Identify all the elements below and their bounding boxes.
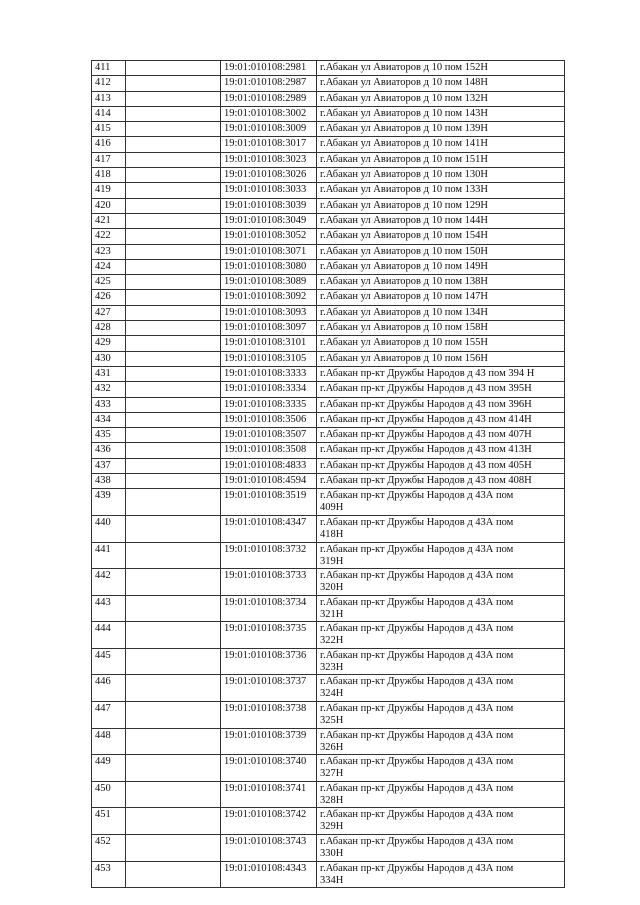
address-line-2: 321Н xyxy=(320,608,344,620)
table-row xyxy=(92,835,565,862)
empty-cell xyxy=(126,137,221,152)
table-row xyxy=(92,515,565,542)
address-cell xyxy=(317,835,565,862)
address-cell: г.Абакан ул Авиаторов д 10 пом 132Н xyxy=(317,91,565,106)
cadastral-number: 19:01:010108:4594 xyxy=(221,474,317,489)
address-line-1: г.Абакан пр-кт Дружбы Народов д 43А пом xyxy=(320,703,514,715)
address-line-1: г.Абакан пр-кт Дружбы Народов д 43А пом xyxy=(320,782,514,794)
cadastral-number: 19:01:010108:3732 xyxy=(221,542,317,569)
registry-table-body xyxy=(92,61,565,888)
row-number: 417 xyxy=(92,152,126,167)
table-row xyxy=(92,168,565,183)
row-number: 438 xyxy=(92,474,126,489)
table-row xyxy=(92,781,565,808)
empty-cell xyxy=(126,275,221,290)
cadastral-number: 19:01:010108:3743 xyxy=(221,835,317,862)
row-number: 436 xyxy=(92,443,126,458)
table-row xyxy=(92,808,565,835)
address-line-2: 322Н xyxy=(320,635,344,647)
address-cell: г.Абакан пр-кт Дружбы Народов д 43 пом 396Н xyxy=(317,397,565,412)
table-row xyxy=(92,152,565,167)
empty-cell xyxy=(126,213,221,228)
table-row xyxy=(92,702,565,729)
table-row xyxy=(92,366,565,381)
address-cell: г.Абакан пр-кт Дружбы Народов д 43 пом 405Н xyxy=(317,458,565,473)
cadastral-number: 19:01:010108:3039 xyxy=(221,198,317,213)
address-line-2: 327Н xyxy=(320,768,344,780)
table-row xyxy=(92,351,565,366)
property-registry-table xyxy=(91,60,565,888)
address-cell: г.Абакан пр-кт Дружбы Народов д 43 пом 408Н xyxy=(317,474,565,489)
empty-cell xyxy=(126,458,221,473)
empty-cell xyxy=(126,183,221,198)
address-line-2: 326Н xyxy=(320,741,344,753)
cadastral-number: 19:01:010108:3739 xyxy=(221,728,317,755)
address-line-1: г.Абакан пр-кт Дружбы Народов д 43А пом xyxy=(320,809,514,821)
address-line-1: г.Абакан пр-кт Дружбы Народов д 43А пом xyxy=(320,570,514,582)
address-line-2: 418Н xyxy=(320,528,344,540)
cadastral-number: 19:01:010108:3507 xyxy=(221,428,317,443)
empty-cell xyxy=(126,728,221,755)
address-cell: г.Абакан пр-кт Дружбы Народов д 43 пом 394 Н xyxy=(317,366,565,381)
row-number: 450 xyxy=(92,781,126,808)
address-line-2: 320Н xyxy=(320,582,344,594)
cadastral-number: 19:01:010108:2989 xyxy=(221,91,317,106)
row-number: 444 xyxy=(92,622,126,649)
address-cell xyxy=(317,675,565,702)
cadastral-number: 19:01:010108:3742 xyxy=(221,808,317,835)
address-line-2: 409Н xyxy=(320,502,344,514)
row-number: 447 xyxy=(92,702,126,729)
address-cell xyxy=(317,861,565,888)
address-cell xyxy=(317,542,565,569)
cadastral-number: 19:01:010108:3023 xyxy=(221,152,317,167)
address-line-1: г.Абакан пр-кт Дружбы Народов д 43А пом xyxy=(320,862,514,874)
address-cell: г.Абакан ул Авиаторов д 10 пом 147Н xyxy=(317,290,565,305)
address-line-1: г.Абакан пр-кт Дружбы Народов д 43А пом xyxy=(320,490,514,502)
row-number: 422 xyxy=(92,229,126,244)
address-cell: г.Абакан ул Авиаторов д 10 пом 150Н xyxy=(317,244,565,259)
empty-cell xyxy=(126,489,221,516)
table-row xyxy=(92,76,565,91)
address-cell xyxy=(317,569,565,596)
cadastral-number: 19:01:010108:3741 xyxy=(221,781,317,808)
address-cell: г.Абакан пр-кт Дружбы Народов д 43 пом 395Н xyxy=(317,382,565,397)
address-cell: г.Абакан ул Авиаторов д 10 пом 141Н xyxy=(317,137,565,152)
empty-cell xyxy=(126,321,221,336)
empty-cell xyxy=(126,366,221,381)
empty-cell xyxy=(126,648,221,675)
cadastral-number: 19:01:010108:3508 xyxy=(221,443,317,458)
empty-cell xyxy=(126,290,221,305)
row-number: 441 xyxy=(92,542,126,569)
row-number: 430 xyxy=(92,351,126,366)
address-cell: г.Абакан пр-кт Дружбы Народов д 43 пом 407Н xyxy=(317,428,565,443)
empty-cell xyxy=(126,675,221,702)
address-cell xyxy=(317,781,565,808)
address-cell xyxy=(317,702,565,729)
cadastral-number: 19:01:010108:3080 xyxy=(221,259,317,274)
row-number: 445 xyxy=(92,648,126,675)
row-number: 442 xyxy=(92,569,126,596)
table-row xyxy=(92,137,565,152)
table-row xyxy=(92,458,565,473)
address-line-1: г.Абакан пр-кт Дружбы Народов д 43А пом xyxy=(320,729,514,741)
row-number: 415 xyxy=(92,122,126,137)
address-cell xyxy=(317,755,565,782)
address-line-2: 319Н xyxy=(320,555,344,567)
empty-cell xyxy=(126,168,221,183)
row-number: 411 xyxy=(92,61,126,76)
empty-cell xyxy=(126,622,221,649)
empty-cell xyxy=(126,702,221,729)
empty-cell xyxy=(126,397,221,412)
empty-cell xyxy=(126,474,221,489)
cadastral-number: 19:01:010108:3093 xyxy=(221,305,317,320)
address-cell: г.Абакан ул Авиаторов д 10 пом 133Н xyxy=(317,183,565,198)
table-row xyxy=(92,728,565,755)
cadastral-number: 19:01:010108:3033 xyxy=(221,183,317,198)
address-line-1: г.Абакан пр-кт Дружбы Народов д 43А пом xyxy=(320,756,514,768)
cadastral-number: 19:01:010108:3506 xyxy=(221,412,317,427)
empty-cell xyxy=(126,122,221,137)
cadastral-number: 19:01:010108:2987 xyxy=(221,76,317,91)
address-cell: г.Абакан ул Авиаторов д 10 пом 149Н xyxy=(317,259,565,274)
address-cell: г.Абакан пр-кт Дружбы Народов д 43 пом 413Н xyxy=(317,443,565,458)
address-cell: г.Абакан пр-кт Дружбы Народов д 43 пом 414Н xyxy=(317,412,565,427)
empty-cell xyxy=(126,755,221,782)
cadastral-number: 19:01:010108:3092 xyxy=(221,290,317,305)
cadastral-number: 19:01:010108:4343 xyxy=(221,861,317,888)
address-cell xyxy=(317,595,565,622)
empty-cell xyxy=(126,229,221,244)
row-number: 414 xyxy=(92,106,126,121)
address-line-2: 328Н xyxy=(320,794,344,806)
table-row xyxy=(92,755,565,782)
cadastral-number: 19:01:010108:3734 xyxy=(221,595,317,622)
cadastral-number: 19:01:010108:3738 xyxy=(221,702,317,729)
address-cell: г.Абакан ул Авиаторов д 10 пом 148Н xyxy=(317,76,565,91)
row-number: 449 xyxy=(92,755,126,782)
empty-cell xyxy=(126,412,221,427)
table-row xyxy=(92,305,565,320)
row-number: 419 xyxy=(92,183,126,198)
row-number: 439 xyxy=(92,489,126,516)
cadastral-number: 19:01:010108:3105 xyxy=(221,351,317,366)
address-line-1: г.Абакан пр-кт Дружбы Народов д 43А пом xyxy=(320,836,514,848)
empty-cell xyxy=(126,382,221,397)
cadastral-number: 19:01:010108:3740 xyxy=(221,755,317,782)
address-cell: г.Абакан ул Авиаторов д 10 пом 151Н xyxy=(317,152,565,167)
table-row xyxy=(92,213,565,228)
empty-cell xyxy=(126,443,221,458)
row-number: 427 xyxy=(92,305,126,320)
row-number: 413 xyxy=(92,91,126,106)
empty-cell xyxy=(126,781,221,808)
empty-cell xyxy=(126,515,221,542)
row-number: 426 xyxy=(92,290,126,305)
row-number: 433 xyxy=(92,397,126,412)
cadastral-number: 19:01:010108:3733 xyxy=(221,569,317,596)
empty-cell xyxy=(126,861,221,888)
table-row xyxy=(92,622,565,649)
row-number: 451 xyxy=(92,808,126,835)
address-cell: г.Абакан ул Авиаторов д 10 пом 144Н xyxy=(317,213,565,228)
empty-cell xyxy=(126,808,221,835)
address-cell xyxy=(317,728,565,755)
table-row xyxy=(92,474,565,489)
row-number: 423 xyxy=(92,244,126,259)
row-number: 453 xyxy=(92,861,126,888)
table-row xyxy=(92,489,565,516)
address-line-1: г.Абакан пр-кт Дружбы Народов д 43А пом xyxy=(320,649,514,661)
table-row xyxy=(92,428,565,443)
table-row xyxy=(92,122,565,137)
row-number: 431 xyxy=(92,366,126,381)
empty-cell xyxy=(126,595,221,622)
address-line-2: 325Н xyxy=(320,715,344,727)
address-cell: г.Абакан ул Авиаторов д 10 пом 130Н xyxy=(317,168,565,183)
address-cell xyxy=(317,489,565,516)
cadastral-number: 19:01:010108:3735 xyxy=(221,622,317,649)
cadastral-number: 19:01:010108:3017 xyxy=(221,137,317,152)
row-number: 448 xyxy=(92,728,126,755)
empty-cell xyxy=(126,835,221,862)
row-number: 443 xyxy=(92,595,126,622)
cadastral-number: 19:01:010108:3009 xyxy=(221,122,317,137)
address-cell: г.Абакан ул Авиаторов д 10 пом 158Н xyxy=(317,321,565,336)
table-row xyxy=(92,244,565,259)
address-cell: г.Абакан ул Авиаторов д 10 пом 156Н xyxy=(317,351,565,366)
row-number: 429 xyxy=(92,336,126,351)
table-row xyxy=(92,675,565,702)
table-row xyxy=(92,336,565,351)
table-row xyxy=(92,183,565,198)
address-cell: г.Абакан ул Авиаторов д 10 пом 138Н xyxy=(317,275,565,290)
empty-cell xyxy=(126,91,221,106)
address-cell: г.Абакан ул Авиаторов д 10 пом 134Н xyxy=(317,305,565,320)
address-cell: г.Абакан ул Авиаторов д 10 пом 129Н xyxy=(317,198,565,213)
table-row xyxy=(92,648,565,675)
address-line-2: 330Н xyxy=(320,848,344,860)
row-number: 437 xyxy=(92,458,126,473)
cadastral-number: 19:01:010108:4347 xyxy=(221,515,317,542)
empty-cell xyxy=(126,61,221,76)
empty-cell xyxy=(126,244,221,259)
address-line-1: г.Абакан пр-кт Дружбы Народов д 43А пом xyxy=(320,516,514,528)
address-cell: г.Абакан ул Авиаторов д 10 пом 143Н xyxy=(317,106,565,121)
empty-cell xyxy=(126,198,221,213)
address-line-1: г.Абакан пр-кт Дружбы Народов д 43А пом xyxy=(320,623,514,635)
empty-cell xyxy=(126,259,221,274)
address-line-1: г.Абакан пр-кт Дружбы Народов д 43А пом xyxy=(320,596,514,608)
row-number: 440 xyxy=(92,515,126,542)
table-row xyxy=(92,595,565,622)
table-row xyxy=(92,229,565,244)
address-line-1: г.Абакан пр-кт Дружбы Народов д 43А пом xyxy=(320,676,514,688)
row-number: 416 xyxy=(92,137,126,152)
cadastral-number: 19:01:010108:4833 xyxy=(221,458,317,473)
address-line-2: 323Н xyxy=(320,661,344,673)
row-number: 418 xyxy=(92,168,126,183)
cadastral-number: 19:01:010108:3049 xyxy=(221,213,317,228)
empty-cell xyxy=(126,336,221,351)
table-row xyxy=(92,569,565,596)
table-row xyxy=(92,91,565,106)
address-cell: г.Абакан ул Авиаторов д 10 пом 155Н xyxy=(317,336,565,351)
cadastral-number: 19:01:010108:3026 xyxy=(221,168,317,183)
empty-cell xyxy=(126,152,221,167)
cadastral-number: 19:01:010108:3071 xyxy=(221,244,317,259)
table-row xyxy=(92,259,565,274)
empty-cell xyxy=(126,351,221,366)
row-number: 424 xyxy=(92,259,126,274)
empty-cell xyxy=(126,76,221,91)
empty-cell xyxy=(126,106,221,121)
address-line-2: 329Н xyxy=(320,821,344,833)
row-number: 412 xyxy=(92,76,126,91)
cadastral-number: 19:01:010108:3002 xyxy=(221,106,317,121)
table-row xyxy=(92,290,565,305)
address-cell xyxy=(317,808,565,835)
address-line-2: 324Н xyxy=(320,688,344,700)
row-number: 428 xyxy=(92,321,126,336)
address-cell xyxy=(317,622,565,649)
row-number: 432 xyxy=(92,382,126,397)
empty-cell xyxy=(126,305,221,320)
cadastral-number: 19:01:010108:3052 xyxy=(221,229,317,244)
address-line-2: 334Н xyxy=(320,874,344,886)
empty-cell xyxy=(126,569,221,596)
empty-cell xyxy=(126,542,221,569)
address-cell: г.Абакан ул Авиаторов д 10 пом 139Н xyxy=(317,122,565,137)
table-row xyxy=(92,382,565,397)
table-row xyxy=(92,397,565,412)
address-line-1: г.Абакан пр-кт Дружбы Народов д 43А пом xyxy=(320,543,514,555)
row-number: 420 xyxy=(92,198,126,213)
cadastral-number: 19:01:010108:3101 xyxy=(221,336,317,351)
address-cell xyxy=(317,515,565,542)
cadastral-number: 19:01:010108:3736 xyxy=(221,648,317,675)
cadastral-number: 19:01:010108:3097 xyxy=(221,321,317,336)
table-row xyxy=(92,412,565,427)
cadastral-number: 19:01:010108:3334 xyxy=(221,382,317,397)
address-cell xyxy=(317,648,565,675)
row-number: 435 xyxy=(92,428,126,443)
cadastral-number: 19:01:010108:3519 xyxy=(221,489,317,516)
cadastral-number: 19:01:010108:3335 xyxy=(221,397,317,412)
table-row xyxy=(92,198,565,213)
cadastral-number: 19:01:010108:3737 xyxy=(221,675,317,702)
row-number: 446 xyxy=(92,675,126,702)
empty-cell xyxy=(126,428,221,443)
cadastral-number: 19:01:010108:2981 xyxy=(221,61,317,76)
table-row xyxy=(92,321,565,336)
cadastral-number: 19:01:010108:3089 xyxy=(221,275,317,290)
row-number: 421 xyxy=(92,213,126,228)
row-number: 425 xyxy=(92,275,126,290)
table-row xyxy=(92,106,565,121)
address-cell: г.Абакан ул Авиаторов д 10 пом 154Н xyxy=(317,229,565,244)
address-cell: г.Абакан ул Авиаторов д 10 пом 152Н xyxy=(317,61,565,76)
table-row xyxy=(92,861,565,888)
table-row xyxy=(92,443,565,458)
cadastral-number: 19:01:010108:3333 xyxy=(221,366,317,381)
table-row xyxy=(92,542,565,569)
row-number: 452 xyxy=(92,835,126,862)
row-number: 434 xyxy=(92,412,126,427)
table-row xyxy=(92,275,565,290)
table-row xyxy=(92,61,565,76)
